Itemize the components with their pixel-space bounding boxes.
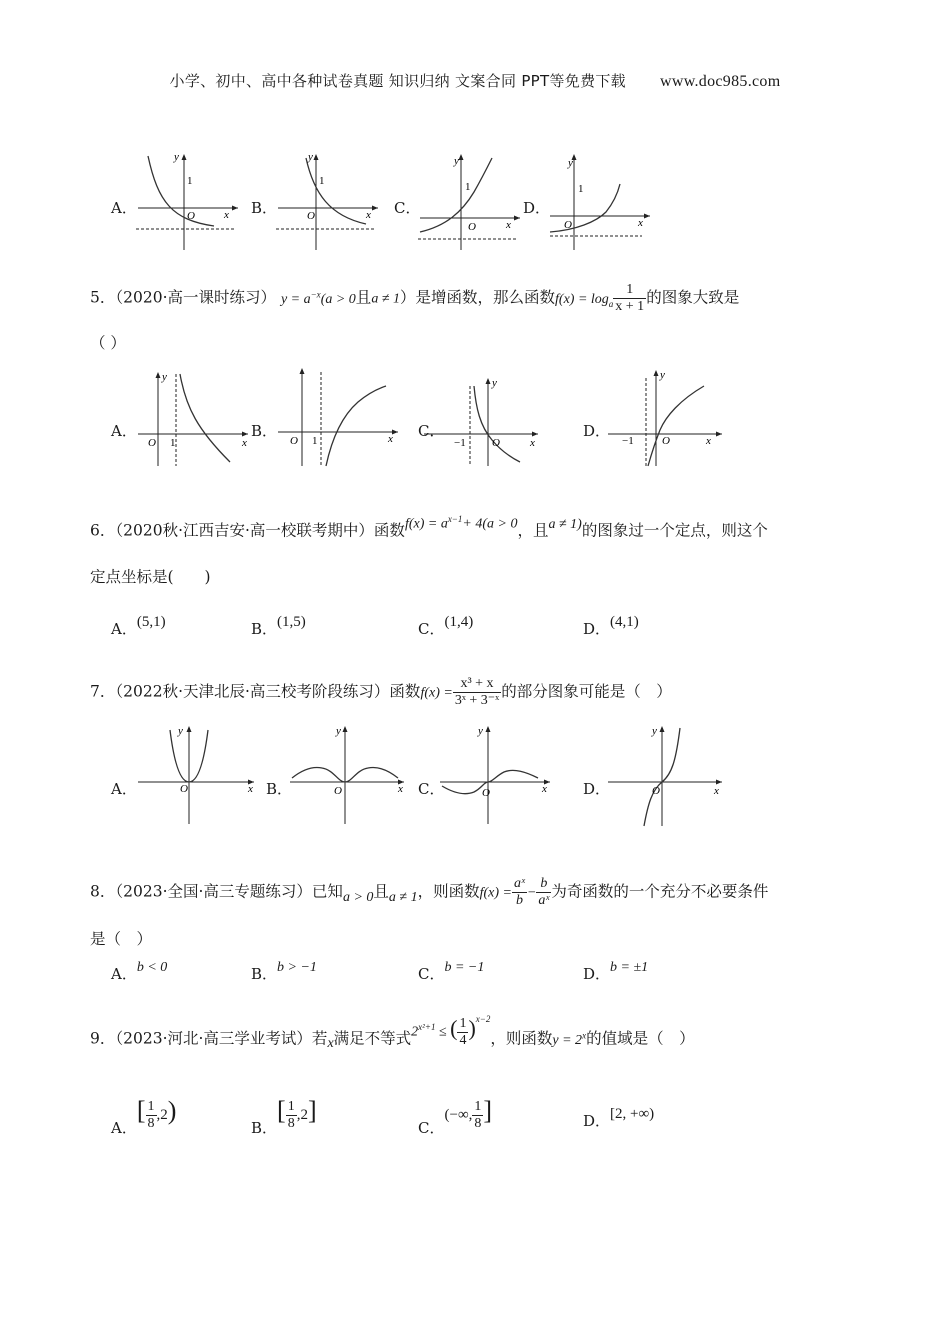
q5-mid2: ）是增函数，那么函数	[400, 288, 556, 307]
q5-option-c-label[interactable]: C．	[418, 422, 445, 440]
tick-label-neg1: −1	[454, 437, 466, 449]
q8-option-d[interactable]	[583, 960, 649, 984]
axis-label-x: x	[706, 435, 711, 447]
axis-label-y: y	[336, 725, 341, 737]
origin-label: O	[492, 437, 500, 449]
q9-option-c-num: 1	[474, 1099, 482, 1115]
axis-label-y: y	[568, 157, 573, 169]
q8-number: 8．	[90, 882, 116, 901]
q8-cond1: a > 0	[342, 889, 374, 905]
q6-cond: a ≠ 1)	[548, 516, 582, 532]
header-url[interactable]: www.doc985.com	[659, 73, 781, 90]
q6-fx-sup: x−1	[447, 514, 463, 524]
q7-option-c-label[interactable]: C．	[418, 780, 445, 798]
q6-option-d[interactable]	[583, 614, 639, 639]
q5-frac-num: 1	[613, 282, 646, 299]
q8-mid2: ，则函数	[417, 882, 480, 901]
q7-number: 7．	[90, 682, 116, 701]
q6-option-b-label: B．	[251, 620, 278, 638]
q5-tail: 的图象大致是	[646, 288, 740, 307]
q4-option-b-label: B．	[251, 199, 278, 217]
axis-label-y: y	[162, 371, 167, 383]
q9-option-b[interactable]	[251, 1096, 317, 1146]
origin-label: O	[662, 435, 670, 447]
tick-label-1: 1	[312, 435, 318, 447]
axis-label-y: y	[454, 155, 459, 167]
q6-option-a[interactable]	[111, 614, 166, 639]
origin-label: O	[187, 210, 195, 222]
axis-label-x: x	[714, 785, 719, 797]
q9-option-b-den: 8	[287, 1116, 295, 1132]
q9-func-sup: x	[582, 1030, 587, 1041]
q6-option-a-value: (5,1)	[136, 614, 166, 630]
axis-label-x: x	[398, 783, 403, 795]
question-6	[90, 516, 768, 544]
q9-option-a-left: [	[136, 1096, 146, 1125]
origin-label: O	[564, 219, 572, 231]
q7-source: （2022秋·天津北辰·高三校考阶段练习）函数	[115, 682, 421, 701]
origin-label: O	[180, 783, 188, 795]
q9-option-b-num: 1	[287, 1099, 295, 1115]
q8-tail: 为奇函数的一个充分不必要条件	[551, 882, 769, 901]
q8-frac2-num: b	[536, 876, 551, 893]
q9-option-a-right: )	[167, 1096, 177, 1125]
q9-option-c-right: ]	[483, 1096, 493, 1125]
q7-graph-c	[438, 722, 554, 826]
q6-option-a-label: A．	[111, 620, 137, 638]
q7-graph-a	[134, 722, 260, 826]
q7-graph-b	[288, 722, 410, 826]
header-text: 小学、初中、高中各种试卷真题 知识归纳 文案合同 PPT等免费下载	[169, 72, 626, 90]
q6-option-b-value: (1,5)	[277, 614, 306, 630]
q6-option-d-label: D．	[583, 620, 611, 638]
q5-source: （2020·高一课时练习）	[115, 288, 276, 307]
q5-expr-sup: −x	[310, 288, 321, 299]
q6-option-c-label: C．	[418, 620, 445, 638]
q5-graph-a	[134, 368, 254, 468]
origin-label: O	[307, 210, 315, 222]
q8-option-d-label: D．	[583, 965, 611, 983]
q9-option-a-den: 8	[147, 1116, 155, 1132]
q8-cond2: a ≠ 1	[388, 889, 418, 905]
q9-number: 9．	[90, 1029, 116, 1048]
q9-ineq-sup: x−2	[475, 1014, 491, 1025]
q5-graph-d	[604, 366, 728, 468]
q9-option-a[interactable]	[111, 1096, 177, 1146]
q9-option-a-label: A．	[111, 1119, 137, 1137]
axis-label-x: x	[242, 437, 247, 449]
q4-option-c-label: C．	[394, 199, 421, 217]
page-header	[0, 70, 950, 91]
q7-graph-d	[604, 722, 728, 828]
q6-tail: 的图象过一个定点，则这个	[581, 521, 768, 540]
q8-option-b-value: b > −1	[277, 960, 317, 975]
q9-option-b-rest: ,2	[296, 1107, 308, 1123]
q7-option-a-label[interactable]: A．	[111, 780, 137, 798]
q8-minus: −	[526, 885, 537, 901]
q8-source: （2023·全国·高三专题练习）已知	[115, 882, 343, 901]
q5-graph-b	[274, 364, 404, 468]
question-8	[90, 876, 768, 909]
q7-frac-num: x³ + x	[453, 676, 501, 693]
q6-fx-tail: + 4(a > 0	[462, 516, 518, 532]
axis-label-y: y	[174, 151, 179, 163]
tick-label-1: 1	[187, 175, 193, 187]
q9-option-d-label: D．	[583, 1112, 611, 1130]
q6-option-c[interactable]	[418, 614, 474, 639]
q5-expr: y = a	[280, 291, 311, 307]
axis-label-x: x	[638, 217, 643, 229]
q9-option-d[interactable]	[583, 1106, 655, 1131]
axis-label-y: y	[478, 725, 483, 737]
q5-number: 5．	[90, 288, 116, 307]
tick-label-1: 1	[578, 183, 584, 195]
tick-label-neg1: −1	[622, 435, 634, 447]
q6-number: 6．	[90, 521, 116, 540]
axis-label-x: x	[388, 433, 393, 445]
q9-option-c[interactable]	[418, 1096, 493, 1146]
q9-option-b-left: [	[277, 1096, 286, 1125]
q8-frac1-num: aˣ	[513, 876, 525, 891]
q5-fx-sub: a	[608, 298, 614, 309]
q7-fx: f(x) =	[420, 685, 453, 701]
origin-label: O	[148, 437, 156, 449]
q9-source: （2023·河北·高三学业考试）若	[115, 1029, 328, 1048]
origin-label: O	[468, 221, 476, 233]
axis-label-y: y	[492, 377, 497, 389]
q7-frac-den: 3ˣ + 3⁻ˣ	[454, 693, 500, 708]
q5-fx: f(x) = log	[555, 291, 609, 307]
q4-graph-c	[416, 150, 524, 252]
axis-label-x: x	[224, 209, 229, 221]
q5-mid1: 且	[355, 288, 372, 307]
q9-option-a-rest: ,2	[156, 1107, 168, 1123]
q4-graph-b	[274, 150, 382, 252]
q9-func: y = 2	[552, 1032, 583, 1048]
q9-option-a-num: 1	[147, 1099, 155, 1115]
q6-fx: f(x) = a	[404, 516, 448, 532]
q6-option-c-value: (1,4)	[444, 614, 474, 630]
q5-graph-c	[420, 374, 544, 468]
axis-label-x: x	[542, 783, 547, 795]
origin-label: O	[482, 787, 490, 799]
q9-tail: 的值域是（ ）	[586, 1029, 695, 1048]
q6-line2: 定点坐标是( )	[90, 568, 211, 586]
axis-label-x: x	[248, 783, 253, 795]
q8-option-b[interactable]	[251, 960, 317, 984]
q9-option-b-label: B．	[251, 1119, 278, 1137]
q9-var: x	[327, 1035, 334, 1051]
q8-option-b-label: B．	[251, 965, 278, 983]
q6-mid: ，且	[517, 521, 549, 540]
q5-option-d-label[interactable]: D．	[583, 422, 611, 440]
q8-option-a[interactable]	[111, 960, 168, 984]
q8-option-d-value: b = ±1	[610, 960, 649, 975]
q9-ineq-frac-num: 1	[459, 1016, 467, 1031]
q6-option-b[interactable]	[251, 614, 306, 639]
axis-label-x: x	[530, 437, 535, 449]
tick-label-1: 1	[465, 181, 471, 193]
q4-graph-a	[134, 150, 242, 252]
q9-option-b-right: ]	[307, 1096, 317, 1125]
q5-cond: a ≠ 1	[371, 291, 400, 307]
q9-option-c-label: C．	[418, 1119, 445, 1137]
q4-option-a-label: A．	[111, 199, 137, 217]
q5-frac-den: x + 1	[615, 299, 645, 314]
q7-option-d-label[interactable]: D．	[583, 780, 611, 798]
q7-tail: 的部分图象可能是（ ）	[501, 682, 672, 701]
q8-option-c[interactable]	[418, 960, 485, 984]
q8-option-c-label: C．	[418, 965, 445, 983]
axis-label-x: x	[366, 209, 371, 221]
axis-label-x: x	[506, 219, 511, 231]
q5-paren: （ ）	[90, 334, 126, 352]
q8-fx: f(x) =	[479, 885, 512, 901]
q8-frac2-den: aˣ	[538, 893, 550, 908]
q4-option-d-label: D．	[523, 199, 551, 217]
q8-option-c-value: b = −1	[444, 960, 485, 975]
q9-ineq-frac-den: 4	[459, 1033, 467, 1048]
axis-label-y: y	[178, 725, 183, 737]
q7-option-b-label[interactable]: B．	[266, 780, 293, 798]
axis-label-y: y	[660, 369, 665, 381]
q8-option-a-label: A．	[111, 965, 137, 983]
tick-label-1: 1	[319, 175, 325, 187]
q9-ineq-op: ≤	[438, 1024, 447, 1040]
q9-option-c-den: 8	[474, 1116, 482, 1132]
q9-option-c-left: (−∞,	[444, 1107, 473, 1123]
tick-label-1: 1	[170, 437, 176, 449]
q5-option-a-label[interactable]: A．	[111, 422, 137, 440]
q9-mid2: ，则函数	[490, 1029, 553, 1048]
q9-option-d-value: [2, +∞)	[610, 1106, 655, 1122]
q9-ineq-left: 2	[411, 1024, 419, 1040]
question-9: 9．（2023·河北·高三学业考试）若x满足不等式$2^{x^2+1}$ ≤ ( $\frac{1}{4}$ )$^{x-2}$，则函数$y = 2^x$的值域是（ ）	[90, 1014, 695, 1051]
q8-mid: 且	[373, 882, 389, 901]
origin-label: O	[652, 785, 660, 797]
q5-option-b-label[interactable]: B．	[251, 422, 278, 440]
origin-label: O	[334, 785, 342, 797]
q4-graph-d	[546, 150, 654, 252]
q9-ineq-left-sup: x²+1	[418, 1022, 436, 1033]
q6-option-d-value: (4,1)	[610, 614, 639, 630]
q8-line2: 是（ ）	[90, 930, 153, 948]
question-7	[90, 676, 672, 709]
q9-mid: 满足不等式	[333, 1029, 412, 1048]
axis-label-y: y	[308, 151, 313, 163]
q8-frac1-den: b	[515, 893, 523, 908]
q5-expr-tail: (a > 0	[320, 291, 356, 307]
q8-option-a-value: b < 0	[136, 960, 168, 975]
origin-label: O	[290, 435, 298, 447]
axis-label-y: y	[652, 725, 657, 737]
question-5	[90, 282, 739, 315]
q6-source: （2020秋·江西吉安·高一校联考期中）函数	[115, 521, 405, 540]
